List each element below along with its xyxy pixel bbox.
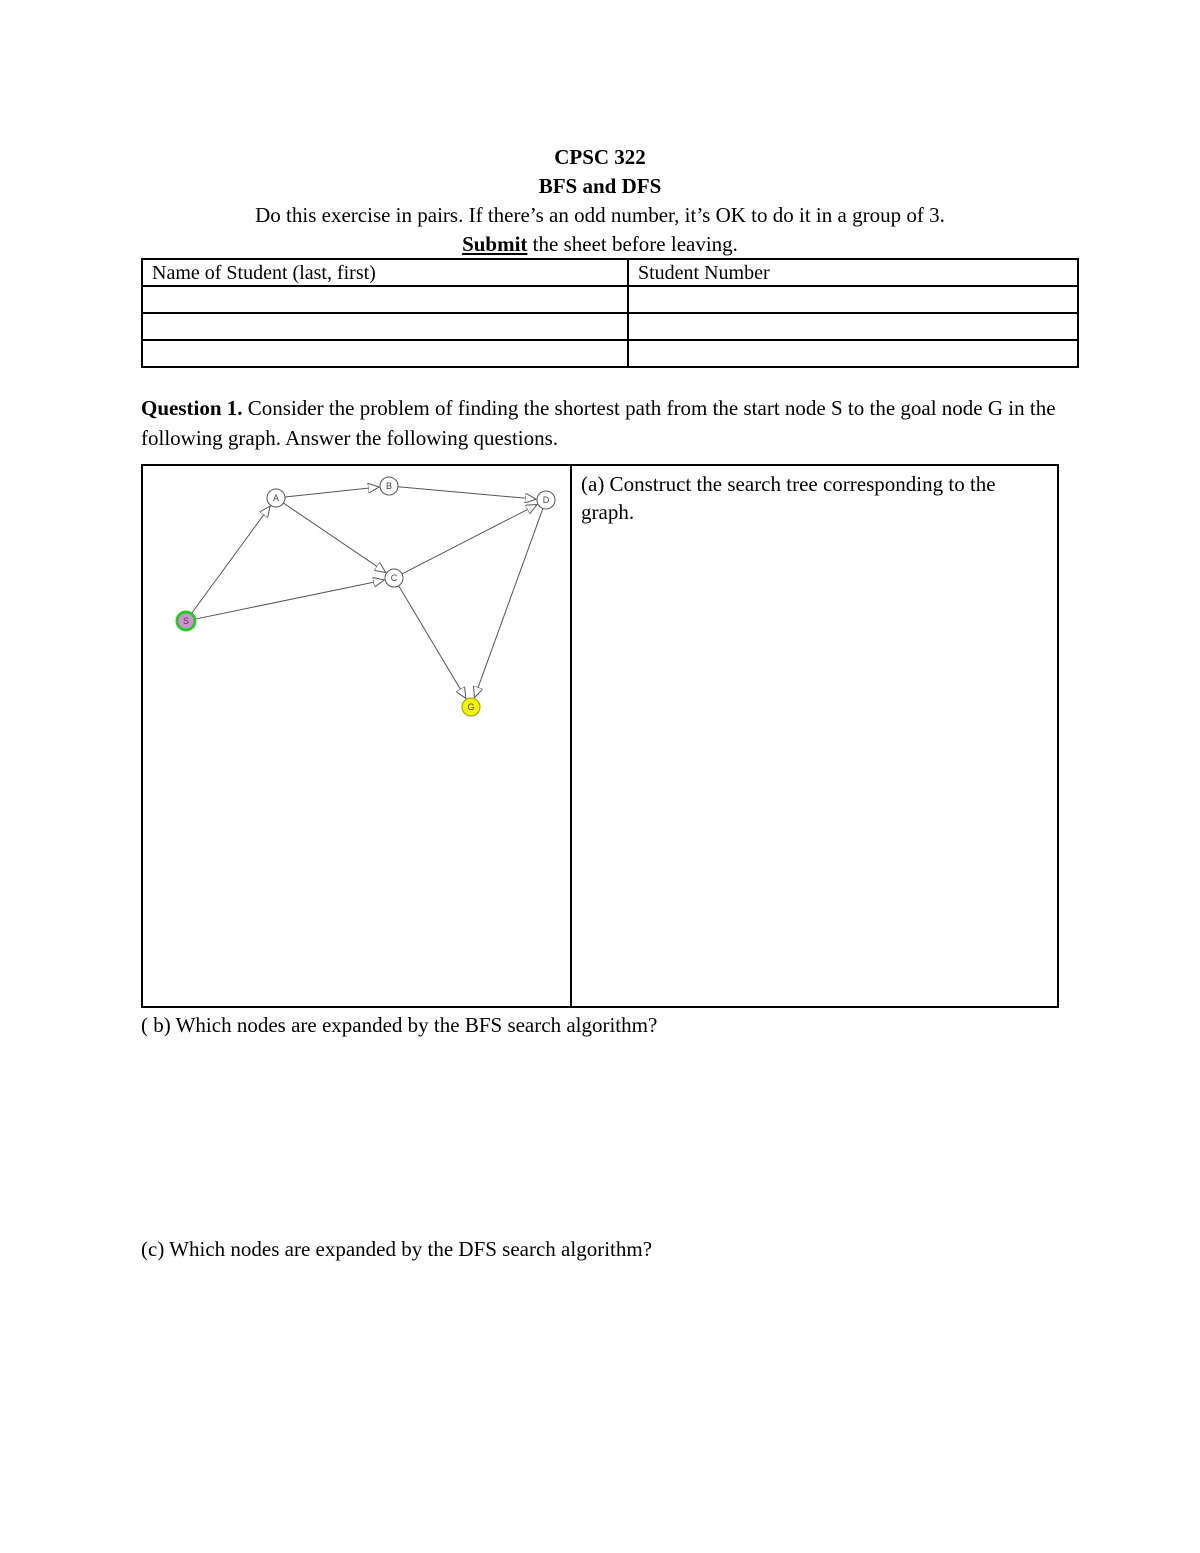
course-title: CPSC 322: [554, 145, 646, 169]
question-1-text: Consider the problem of finding the shortest path from the start node S to the goal node G in the following graph. Answer the following questions.: [141, 396, 1056, 450]
node-label: S: [182, 616, 190, 626]
node-label: G: [467, 702, 475, 712]
search-graph: [143, 466, 570, 1006]
question-1-label: Question 1.: [141, 396, 243, 420]
submit-word: Submit: [462, 232, 528, 256]
table-row: [142, 286, 1078, 313]
table-row: [142, 340, 1078, 367]
name-column-header: Name of Student (last, first): [142, 259, 628, 286]
submit-rest: the sheet before leaving.: [527, 232, 738, 256]
instructions-text: Do this exercise in pairs. If there’s an odd number, it’s OK to do it in a group of 3.: [255, 203, 945, 227]
student-number-field[interactable]: [628, 286, 1078, 313]
edge-a-c: [283, 503, 385, 572]
topic-title: BFS and DFS: [538, 174, 662, 198]
student-name-field[interactable]: [142, 286, 628, 313]
node-b: [380, 477, 398, 495]
edge-s-c: [195, 580, 384, 619]
table-row: [142, 313, 1078, 340]
node-a: [267, 489, 285, 507]
edge-b-d: [398, 487, 536, 499]
part-b-text: ( b) Which nodes are expanded by the BFS search algorithm?: [141, 1013, 658, 1037]
question-1-box: [141, 464, 1059, 1008]
node-g: [462, 698, 480, 716]
student-name-field[interactable]: [142, 340, 628, 367]
question-1: [141, 393, 1061, 453]
student-name-field[interactable]: [142, 313, 628, 340]
node-label: D: [542, 495, 550, 505]
student-number-field[interactable]: [628, 313, 1078, 340]
part-c-text: (c) Which nodes are expanded by the DFS search algorithm?: [141, 1237, 653, 1261]
node-label: B: [385, 481, 393, 491]
node-label: C: [390, 573, 398, 583]
submit-line: [0, 230, 1200, 258]
edge-d-g: [474, 508, 543, 697]
node-label: A: [272, 493, 280, 503]
node-s: [177, 612, 195, 630]
table-header-row: [142, 259, 1078, 286]
box-divider: [570, 466, 572, 1006]
number-column-header: Student Number: [628, 259, 1078, 286]
node-c: [385, 569, 403, 587]
edge-c-g: [399, 586, 466, 699]
edge-s-a: [191, 506, 270, 614]
edge-c-d: [402, 505, 537, 574]
student-table: [141, 258, 1079, 368]
edge-a-b: [285, 487, 379, 497]
part-a-text: (a) Construct the search tree corresponding to the graph.: [581, 472, 996, 524]
node-d: [537, 491, 555, 509]
student-number-field[interactable]: [628, 340, 1078, 367]
